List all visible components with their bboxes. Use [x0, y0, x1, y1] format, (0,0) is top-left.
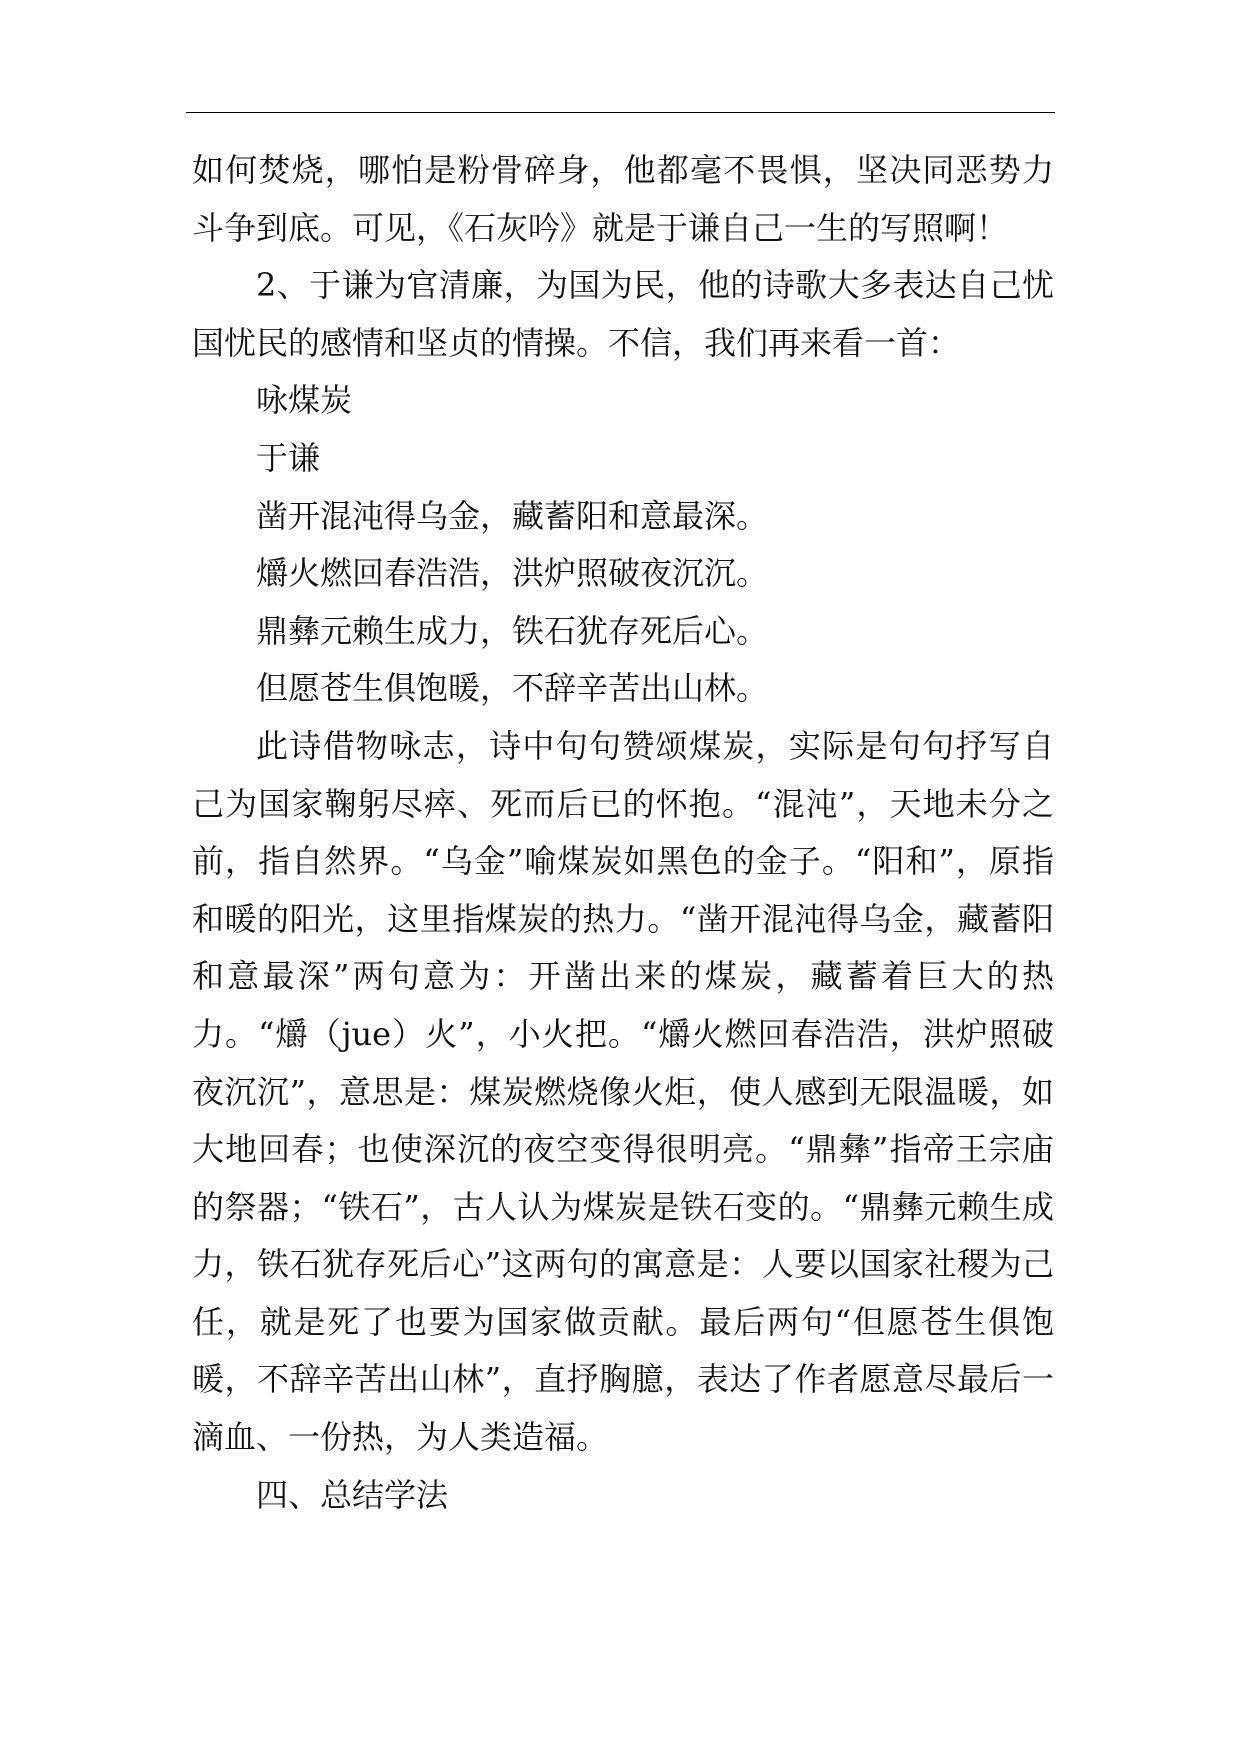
- paragraph-2: 2、于谦为官清廉，为国为民，他的诗歌大多表达自己忧国忧民的感情和坚贞的情操。不信，我们再来看一首：: [192, 266, 1054, 362]
- poem-line: 鼎彝元赖生成力，铁石犹存死后心。: [256, 611, 769, 650]
- document-body: [192, 142, 1054, 1524]
- poem-line: 爝火燃回春浩浩，洪炉照破夜沉沉。: [256, 554, 769, 593]
- section-heading: 四、总结学法: [256, 1475, 449, 1514]
- poem-title: 咏煤炭: [256, 381, 353, 420]
- text-line: 如何焚烧，哪怕是粉骨碎身，他都毫不畏惧，坚决同恶势力: [192, 151, 1054, 189]
- header-rule: [186, 112, 1055, 113]
- text-line: 斗争到底。可见，《石灰吟》就是于谦自己一生的写照啊！: [192, 208, 1009, 247]
- poem-line: 凿开混沌得乌金，藏蓄阳和意最深。: [256, 496, 769, 535]
- poem-author: 于谦: [256, 438, 321, 477]
- analysis-paragraph: 此诗借物咏志，诗中句句赞颂煤炭，实际是句句抒写自己为国家鞠躬尽瘁、死而后已的怀抱。“混沌”，天地未分之前，指自然界。“乌金”喻煤炭如黑色的金子。“阳和”，原指和暖的阳光，这里指煤炭的热力。“凿开混沌得乌金，藏蓄阳和意最深”两句意为：开凿出来的煤炭，藏蓄着巨大的热力。“爝（jue）火”，小火把。“爝火燃回春浩浩，洪炉照破夜沉沉”，意思是：煤炭燃烧像火炬，使人感到无限温暖，如大地回春；也使深沉的夜空变得很明亮。“鼎彝”指帝王宗庙的祭器；“铁石”，古人认为煤炭是铁石变的。“鼎彝元赖生成力，铁石犹存死后心”这两句的寓意是：人要以国家社稷为己任，就是死了也要为国家做贡献。最后两句“但愿苍生俱饱暖，不辞辛苦出山林”，直抒胸臆，表达了作者愿意尽最后一滴血、一份热，为人类造福。: [192, 726, 1054, 1457]
- poem-line: 但愿苍生俱饱暖，不辞辛苦出山林。: [256, 669, 769, 708]
